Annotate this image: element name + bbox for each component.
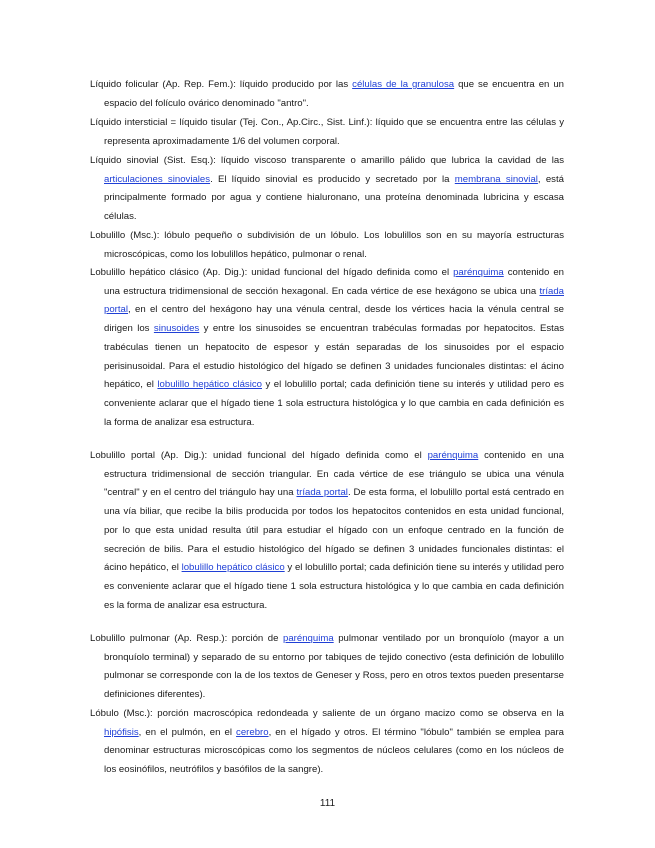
glossary-link[interactable]: hipófisis: [104, 726, 139, 738]
glossary-link[interactable]: lobulillo hepático clásico: [181, 562, 285, 574]
entry-text: . El líquido sinovial es producido y secretado por la: [210, 173, 455, 185]
entry-text: . De esta forma, el lobulillo portal está centrado en una vía biliar, que recibe la bilis producida por todos los hepatocitos contenidos en esta unidad funcional, por lo que esta unidad resulta útil para estudiar el hígado con un enfoque centrado en la función de secreción de bilis. Para el estudio histológico del hígado se definen 3 unidades funcionales distintas: el ácino hepático, el: [104, 487, 564, 574]
entry-text: , en el pulmón, en el: [138, 726, 237, 738]
glossary-link[interactable]: parénquima: [283, 633, 334, 644]
glossary-entry: [90, 264, 564, 432]
glossary-link[interactable]: tríada portal: [104, 285, 564, 316]
glossary-link[interactable]: tríada portal: [296, 487, 348, 499]
glossary-entry: [90, 447, 564, 615]
glossary-link[interactable]: cerebro: [236, 726, 269, 738]
glossary-entry: [90, 76, 564, 113]
glossary-link[interactable]: parénquima: [427, 450, 479, 461]
glossary-entry: [90, 114, 564, 151]
entry-text: Lóbulo (Msc.): porción macroscópica redondeada y saliente de un órgano macizo como se observa en la: [90, 708, 564, 719]
entry-text: , en el hígado y otros. El término "lóbulo" también se emplea para denominar estructuras microscópicas como los segmentos de núcleos celulares (como en los núcleos de los eosinófilos, neutrófilos y basófilos de la sangre).: [104, 726, 564, 776]
glossary-link[interactable]: células de la granulosa: [352, 79, 455, 90]
entry-text: contenido en una estructura tridimensional de sección hexagonal. En cada vértice de ese hexágono se ubica una: [104, 267, 565, 297]
entry-text: Lobulillo pulmonar (Ap. Resp.): porción de: [90, 633, 283, 644]
entry-text: y entre los sinusoides se encuentran trabéculas formadas por hepatocitos. Estas trabéculas tienen un hepatocito de espesor y están separadas de los sinusoides por el espacio perisinusoidal. Para el estudio histológico del hígado se definen 3 unidades funcionales distintas: el ácino hepático, el: [104, 323, 564, 391]
entry-text: Líquido folicular (Ap. Rep. Fem.): líquido producido por las: [90, 79, 353, 90]
entry-text: , en el centro del hexágono hay una vénula central, desde los vértices hacia la vénula central se dirigen los: [104, 304, 564, 335]
page-number: 111: [319, 798, 336, 809]
glossary-entry: [90, 227, 564, 264]
entry-text: , está principalmente formado por agua y contiene hialuronano, una proteína denominada lubricina y escasa células.: [104, 173, 564, 223]
glossary-link[interactable]: lobulillo hepático clásico: [157, 379, 262, 391]
entry-text: y el lobulillo portal; cada definición tiene su interés y utilidad pero es conveniente aclarar que el hígado tiene 1 sola estructura histológica y lo que cambia en cada definición es la forma de analizar esa estructura.: [104, 379, 564, 428]
glossary-entry: [90, 705, 564, 780]
entry-text: Líquido sinovial (Sist. Esq.): líquido viscoso transparente o amarillo pálido que lubrica la cavidad de las: [90, 155, 564, 166]
entry-text: Lobulillo portal (Ap. Dig.): unidad funcional del hígado definida como el: [90, 450, 428, 461]
entry-text: y el lobulillo portal; cada definición tiene su interés y utilidad pero es conveniente aclarar que el hígado tiene 1 sola estructura histológica y lo que cambia en cada definición es la forma de analizar esa estructura.: [104, 562, 564, 611]
glossary-link[interactable]: membrana sinovial: [454, 173, 538, 185]
entry-text: Lobulillo (Msc.): lóbulo pequeño o subdivisión de un lóbulo. Los lobulillos son en su mayoría estructuras microscópicas, como los lobulillos hepático, pulmonar o renal.: [90, 230, 564, 260]
glossary-link[interactable]: articulaciones sinoviales: [104, 173, 211, 185]
entry-text: Líquido intersticial = líquido tisular (Tej. Con., Ap.Circ., Sist. Linf.): líquido que se encuentra entre las células y representa aproximadamente 1/6 del volumen corporal.: [90, 117, 564, 147]
entry-text: pulmonar ventilado por un bronquíolo (mayor a un bronquíolo terminal) y separado de su entorno por tabiques de tejido conectivo (esta definición de lobulillo pulmonar se corresponde con la de los textos de Geneser y Ross, pero en otros textos pueden presentarse definiciones diferentes).: [104, 633, 564, 701]
entry-text: contenido en una estructura tridimensional de sección triangular. En cada vértice de ese triángulo se ubica una vénula "central" y en el centro del triángulo hay una: [104, 450, 564, 499]
entry-text: que se encuentra en un espacio del folículo ovárico denominado "antro".: [104, 79, 564, 109]
glossary-link[interactable]: parénquima: [453, 267, 504, 278]
glossary-entry: [90, 152, 564, 227]
glossary-link[interactable]: sinusoides: [153, 323, 200, 335]
glossary-entry: [90, 630, 564, 705]
entry-text: Lobulillo hepático clásico (Ap. Dig.): unidad funcional del hígado definida como el: [90, 267, 454, 278]
